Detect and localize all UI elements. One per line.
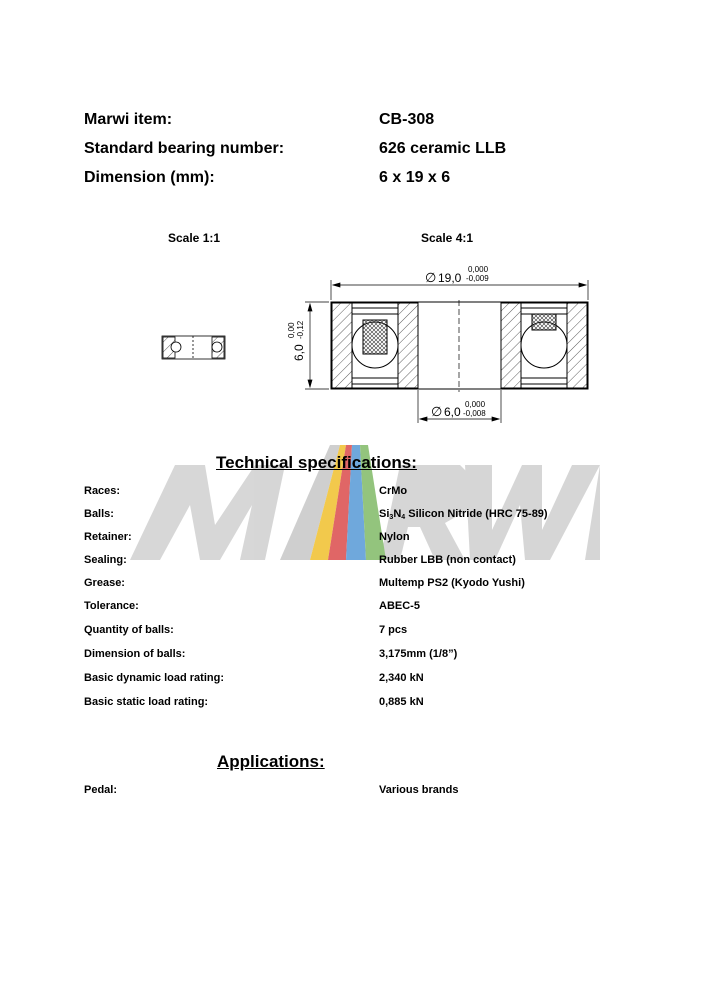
bore-diameter-value: 6,0 bbox=[444, 405, 461, 419]
spec-key: Races: bbox=[84, 485, 121, 497]
outer-diameter-symbol: ∅ bbox=[425, 270, 437, 285]
header-label: Dimension (mm): bbox=[84, 169, 215, 186]
large-bearing-view bbox=[331, 300, 588, 392]
spec-row-sealing bbox=[84, 554, 644, 570]
spec-key: Retainer: bbox=[84, 531, 132, 543]
spec-row-balls bbox=[84, 508, 644, 524]
width-tol-lower: -0,12 bbox=[296, 320, 305, 339]
spec-row-grease bbox=[84, 577, 644, 593]
spec-key: Grease: bbox=[84, 577, 125, 589]
header-value: 626 ceramic LLB bbox=[379, 140, 507, 157]
bore-tol-upper: 0,000 bbox=[465, 400, 486, 409]
spec-row-static-load bbox=[84, 696, 644, 712]
spec-value: CrMo bbox=[379, 485, 408, 497]
spec-value: Rubber LBB (non contact) bbox=[379, 554, 516, 566]
spec-value-balls: $Si_3N_4$ Silicon Nitride (HRC 75-89) bbox=[379, 508, 548, 521]
header-value: CB-308 bbox=[379, 111, 435, 128]
spec-row-quantity-of-balls bbox=[84, 624, 644, 640]
header-value: 6 x 19 x 6 bbox=[379, 169, 451, 186]
applications-title: Applications: bbox=[217, 752, 325, 771]
spec-key: Basic dynamic load rating: bbox=[84, 672, 224, 684]
spec-key: Basic static load rating: bbox=[84, 696, 209, 708]
spec-key: Tolerance: bbox=[84, 600, 139, 612]
spec-row-dimension-of-balls bbox=[84, 648, 644, 664]
width-tol-upper: 0,00 bbox=[287, 322, 296, 338]
spec-value: Multemp PS2 (Kyodo Yushi) bbox=[379, 577, 525, 589]
spec-value: 2,340 kN bbox=[379, 672, 424, 684]
spec-value: Nylon bbox=[379, 531, 410, 543]
spec-key: Balls: bbox=[84, 508, 114, 520]
header-label: Marwi item: bbox=[84, 111, 173, 128]
scale-large-label: Scale 4:1 bbox=[421, 231, 474, 245]
spec-value: 0,885 kN bbox=[379, 696, 424, 708]
bearing-technical-drawing bbox=[0, 0, 707, 430]
bore-tol-lower: -0,008 bbox=[463, 409, 486, 418]
spec-row-races bbox=[84, 485, 644, 501]
spec-row-tolerance bbox=[84, 600, 644, 616]
spec-key: Sealing: bbox=[84, 554, 127, 566]
application-row-pedal bbox=[84, 784, 644, 800]
application-key: Pedal: bbox=[84, 784, 118, 796]
bore-diameter-symbol: ∅ bbox=[431, 404, 443, 419]
outer-tol-upper: 0,000 bbox=[468, 265, 489, 274]
header-label: Standard bearing number: bbox=[84, 140, 285, 157]
spec-value: 3,175mm (1/8”) bbox=[379, 648, 458, 660]
spec-value: 7 pcs bbox=[379, 624, 408, 636]
scale-small-label: Scale 1:1 bbox=[168, 231, 221, 245]
spec-value: ABEC-5 bbox=[379, 600, 420, 612]
outer-tol-lower: -0,009 bbox=[466, 274, 489, 283]
spec-row-dynamic-load bbox=[84, 672, 644, 688]
width-value: 6,0 bbox=[292, 344, 306, 361]
technical-specifications-title: Technical specifications: bbox=[216, 453, 417, 472]
spec-row-retainer bbox=[84, 531, 644, 547]
application-value: Various brands bbox=[379, 784, 459, 796]
spec-key: Quantity of balls: bbox=[84, 624, 174, 636]
small-bearing-view bbox=[162, 336, 225, 359]
outer-diameter-value: 19,0 bbox=[438, 271, 462, 285]
spec-key: Dimension of balls: bbox=[84, 648, 186, 660]
